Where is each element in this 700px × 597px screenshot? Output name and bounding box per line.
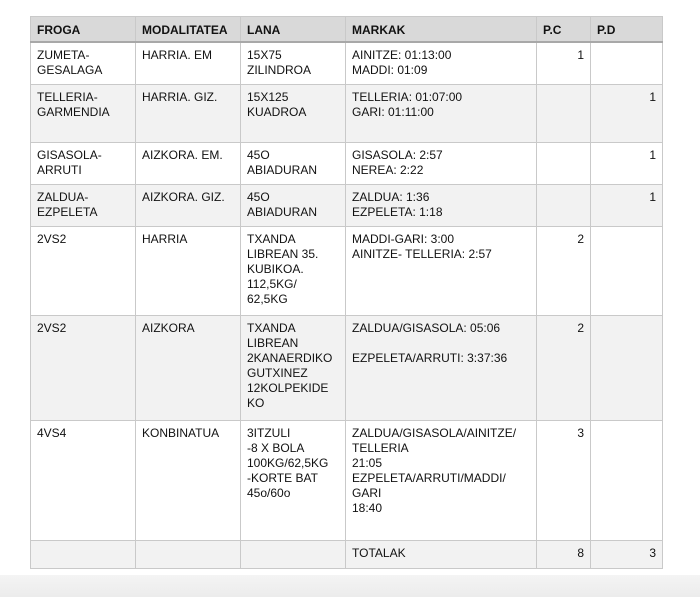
cell-modalitatea: HARRIA — [136, 227, 241, 316]
cell-froga: 2VS2 — [31, 227, 136, 316]
cell-froga: ZALDUA- EZPELETA — [31, 185, 136, 227]
cell-lana — [241, 541, 346, 569]
cell-froga: ZUMETA- GESALAGA — [31, 42, 136, 85]
cell-modalitatea — [136, 541, 241, 569]
cell-markak: MADDI-GARI: 3:00 AINITZE- TELLERIA: 2:57 — [346, 227, 537, 316]
cell-markak: ZALDUA: 1:36 EZPELETA: 1:18 — [346, 185, 537, 227]
cell-markak: GISASOLA: 2:57 NEREA: 2:22 — [346, 143, 537, 185]
table-row — [31, 42, 663, 85]
cell-lana: 45O ABIADURAN — [241, 185, 346, 227]
cell-modalitatea: AIZKORA — [136, 316, 241, 421]
cell-modalitatea: KONBINATUA — [136, 421, 241, 541]
cell-froga: TELLERIA- GARMENDIA — [31, 85, 136, 143]
table-row — [31, 227, 663, 316]
header-pc: P.C — [537, 17, 591, 42]
cell-lana: 15X125 KUADROA — [241, 85, 346, 143]
cell-lana: TXANDA LIBREAN 35. KUBIKOA. 112,5KG/ 62,5KG — [241, 227, 346, 316]
totals-label: TOTALAK — [346, 541, 537, 569]
cell-markak: ZALDUA/GISASOLA: 05:06 EZPELETA/ARRUTI: 3:37:36 — [346, 316, 537, 421]
cell-pc: 3 — [537, 421, 591, 541]
header-row — [31, 17, 663, 42]
cell-froga: 4VS4 — [31, 421, 136, 541]
table-row — [31, 185, 663, 227]
cell-pc — [537, 143, 591, 185]
table-row — [31, 421, 663, 541]
cell-pc: 2 — [537, 227, 591, 316]
cell-markak: AINITZE: 01:13:00 MADDI: 01:09 — [346, 42, 537, 85]
header-markak: MARKAK — [346, 17, 537, 42]
cell-modalitatea: AIZKORA. EM. — [136, 143, 241, 185]
cell-lana: 45O ABIADURAN — [241, 143, 346, 185]
cell-modalitatea: HARRIA. GIZ. — [136, 85, 241, 143]
cell-pd: 1 — [591, 185, 663, 227]
results-table — [30, 16, 663, 569]
header-pd: P.D — [591, 17, 663, 42]
cell-froga: 2VS2 — [31, 316, 136, 421]
cell-froga — [31, 541, 136, 569]
table-row — [31, 143, 663, 185]
total-pc: 8 — [537, 541, 591, 569]
header-lana: LANA — [241, 17, 346, 42]
header-modalitatea: MODALITATEA — [136, 17, 241, 42]
cell-pd — [591, 316, 663, 421]
total-pd: 3 — [591, 541, 663, 569]
table-row — [31, 316, 663, 421]
cell-pc — [537, 185, 591, 227]
cell-markak: TELLERIA: 01:07:00 GARI: 01:11:00 — [346, 85, 537, 143]
cell-lana: 15X75 ZILINDROA — [241, 42, 346, 85]
cell-pd: 1 — [591, 85, 663, 143]
cell-pc: 1 — [537, 42, 591, 85]
cell-lana: 3ITZULI -8 X BOLA 100KG/62,5KG -KORTE BAT 45o/60o — [241, 421, 346, 541]
cell-lana: TXANDA LIBREAN 2KANAERDIKO GUTXINEZ 12KOLPEKIDE KO — [241, 316, 346, 421]
cell-pc — [537, 85, 591, 143]
page-bottom-strip — [0, 575, 700, 597]
cell-pc: 2 — [537, 316, 591, 421]
cell-pd — [591, 227, 663, 316]
cell-markak: ZALDUA/GISASOLA/AINITZE/ TELLERIA 21:05 EZPELETA/ARRUTI/MADDI/ GARI 18:40 — [346, 421, 537, 541]
cell-pd — [591, 42, 663, 85]
cell-froga: GISASOLA- ARRUTI — [31, 143, 136, 185]
totals-row — [31, 541, 663, 569]
cell-modalitatea: AIZKORA. GIZ. — [136, 185, 241, 227]
cell-pd — [591, 421, 663, 541]
cell-pd: 1 — [591, 143, 663, 185]
header-froga: FROGA — [31, 17, 136, 42]
cell-modalitatea: HARRIA. EM — [136, 42, 241, 85]
table-row — [31, 85, 663, 143]
